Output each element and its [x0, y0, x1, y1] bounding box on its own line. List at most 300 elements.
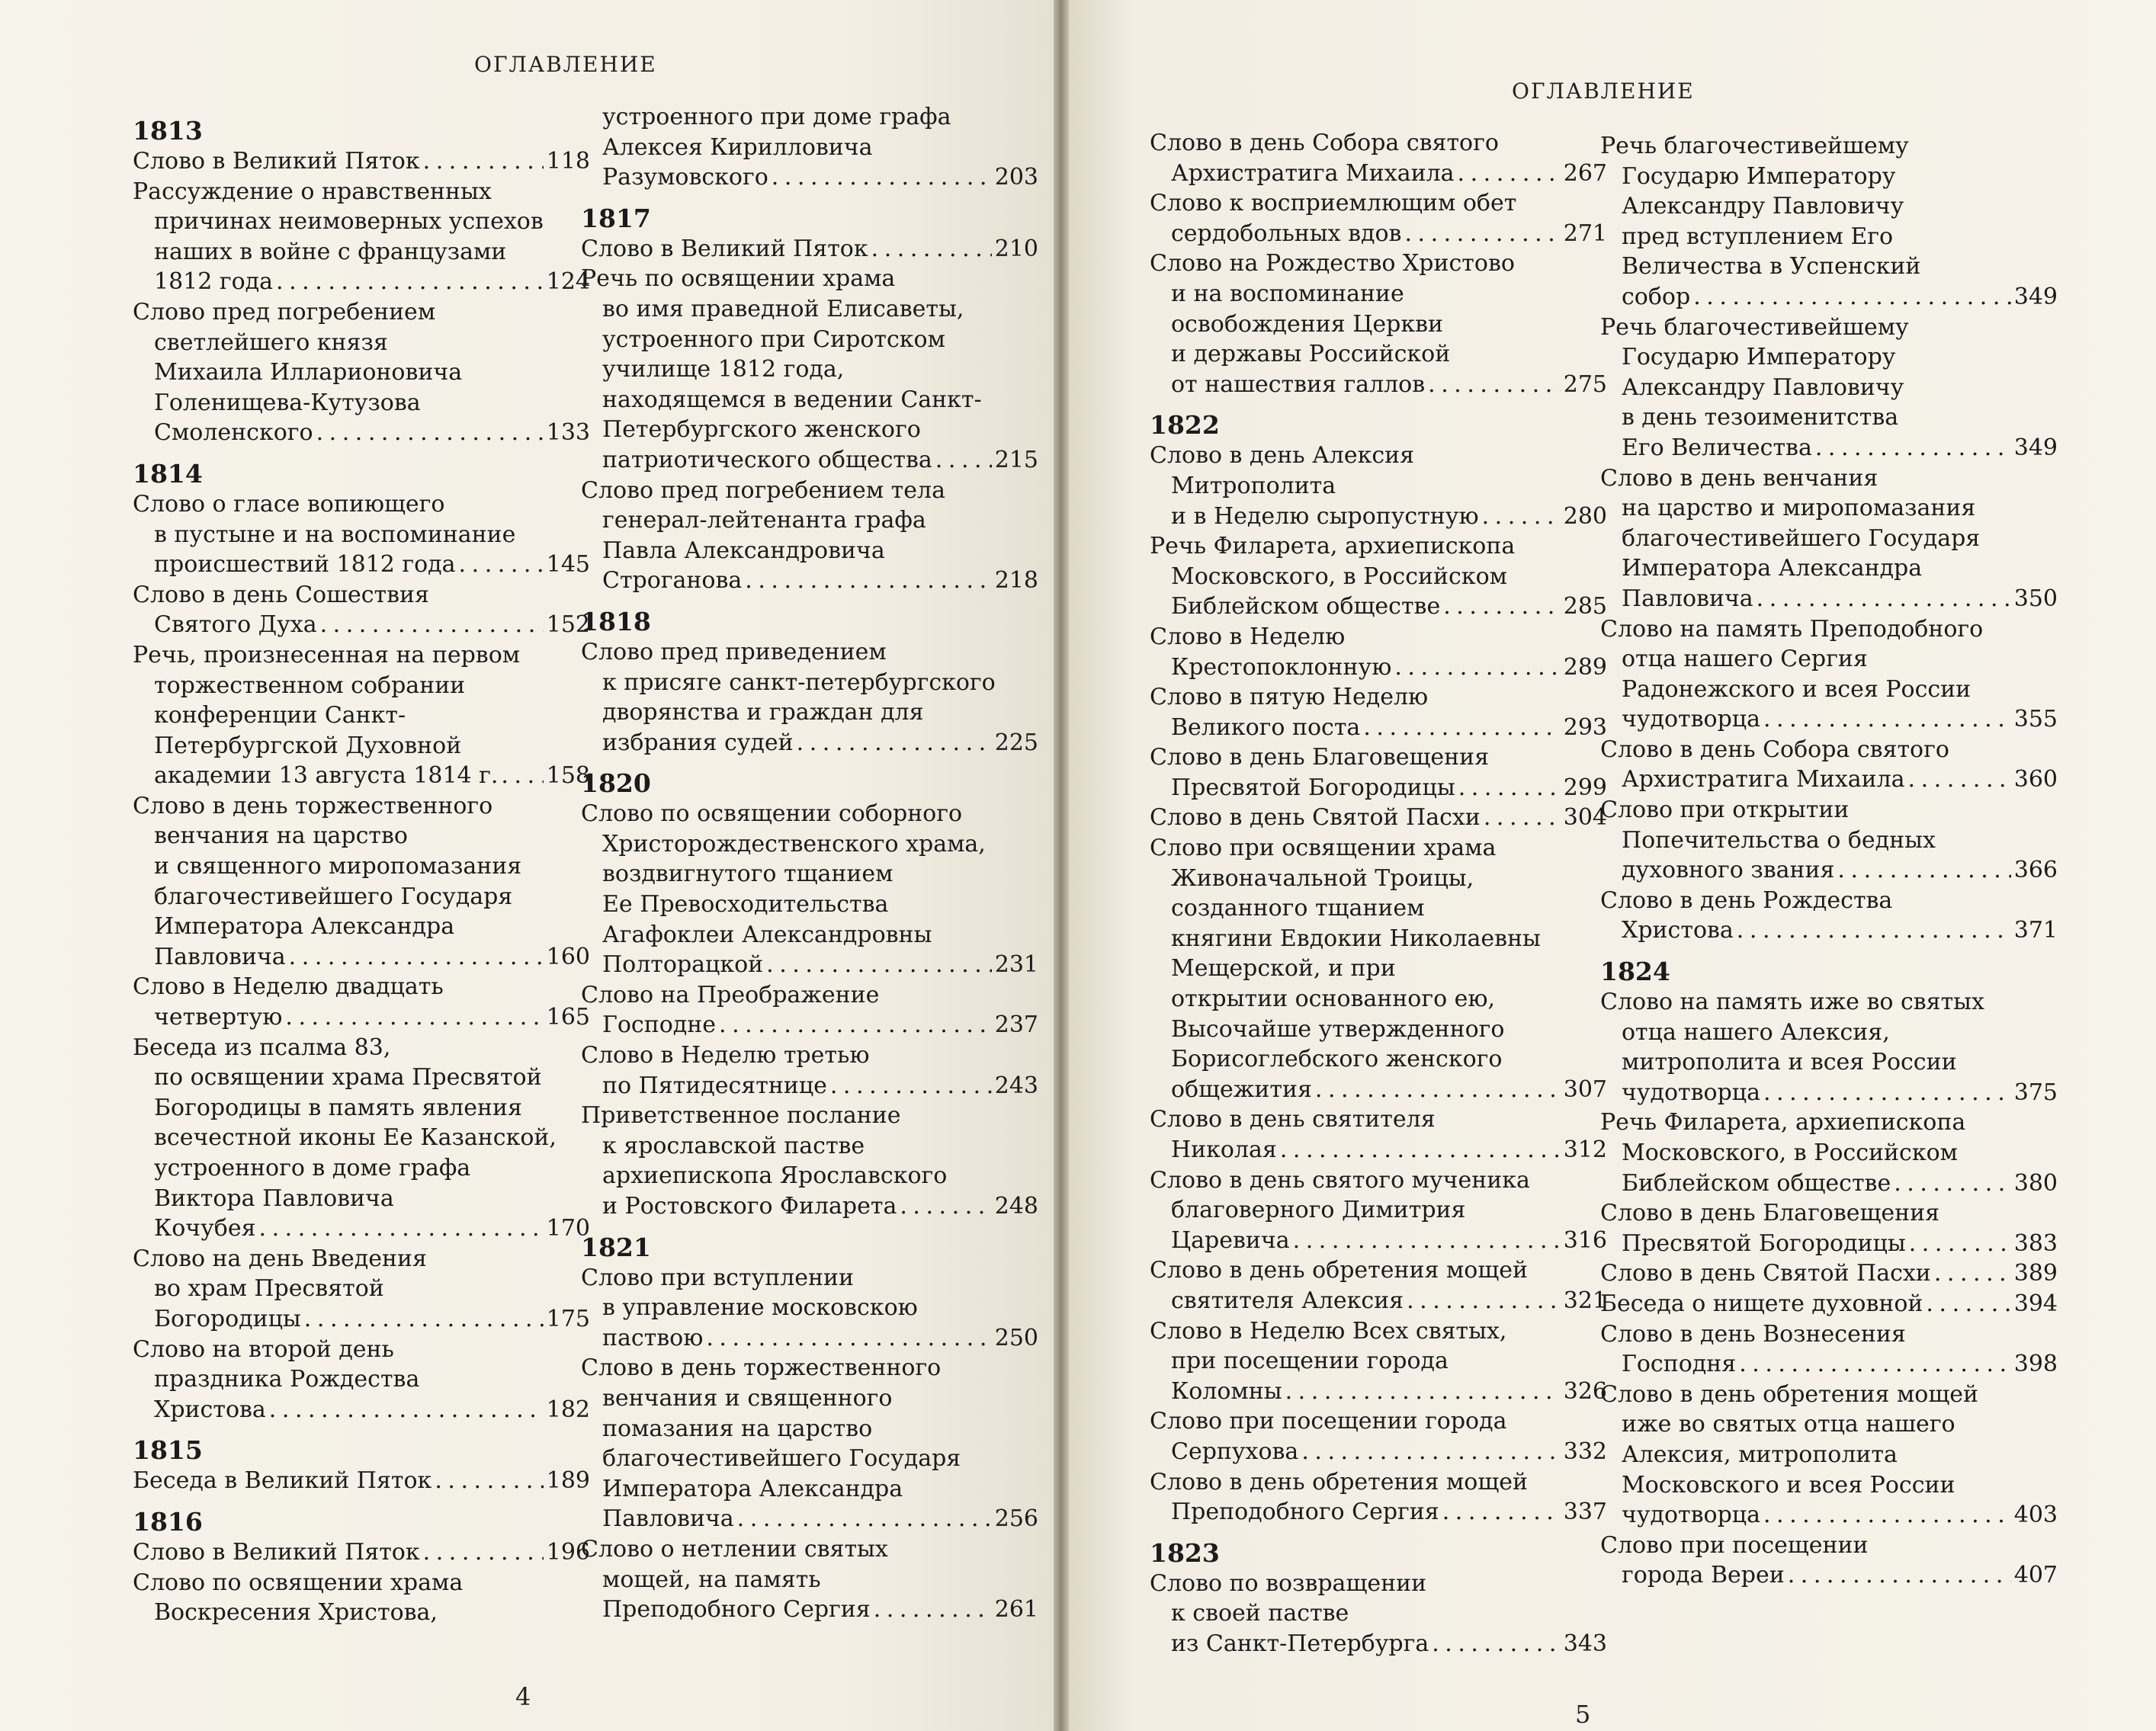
toc-entry-title: устроенного при Сиротском	[602, 325, 945, 353]
toc-entry-title: Павловича	[1622, 585, 1753, 612]
toc-entry[interactable]	[133, 580, 590, 640]
toc-entry-title: на царство и миропомазания	[1622, 495, 1976, 522]
toc-page-number[interactable]: 380	[2013, 1169, 2058, 1197]
toc-entry-title: Крестопоклонную	[1171, 653, 1392, 681]
toc-entry[interactable]	[1150, 742, 1607, 803]
toc-page-number[interactable]: 237	[994, 1011, 1038, 1039]
toc-page-number[interactable]: 158	[546, 762, 590, 790]
dot-leader	[1763, 1500, 2011, 1531]
toc-page-number[interactable]: 304	[1563, 804, 1607, 832]
toc-entry-title: устроенного в доме графа	[154, 1155, 471, 1181]
toc-entry-title: Речь благочестивейшему	[1600, 313, 1909, 341]
toc-column-2	[581, 102, 1038, 1625]
toc-entry-title: Петербургского женского	[602, 416, 921, 444]
toc-page-number[interactable]: 398	[2013, 1351, 2058, 1378]
toc-entry-title: Слово по освящении соборного	[581, 800, 963, 828]
toc-entry-title: конференции Санкт-	[154, 702, 406, 729]
toc-entry-title: происшествий 1812 года	[154, 551, 456, 579]
toc-entry-title: торжественном собрании	[154, 672, 466, 699]
toc-entry-title: дворянства и граждан для	[602, 699, 924, 726]
toc-entry[interactable]	[133, 1244, 590, 1335]
toc-entry-line	[1600, 1078, 2058, 1108]
dot-leader	[276, 267, 544, 297]
dot-leader	[935, 445, 992, 476]
toc-entry[interactable]	[1600, 1289, 2058, 1319]
toc-entry[interactable]	[1150, 1406, 1607, 1467]
toc-entry-line	[581, 728, 1038, 758]
toc-entry-title: Слово в Неделю третью	[581, 1042, 870, 1069]
toc-page-number[interactable]: 261	[994, 1596, 1038, 1624]
toc-entry-title: по Пятидесятнице	[602, 1072, 827, 1099]
toc-page-number[interactable]: 383	[2013, 1229, 2058, 1257]
dot-leader	[269, 1395, 544, 1425]
toc-entry-title: Великого поста	[1171, 713, 1361, 741]
dot-leader	[501, 761, 543, 791]
dot-leader	[1763, 1078, 2011, 1108]
toc-entry-line	[581, 1595, 1038, 1625]
toc-page-number[interactable]: 371	[2013, 917, 2058, 944]
toc-entry[interactable]	[133, 791, 590, 973]
toc-entry-line	[1600, 765, 2058, 795]
toc-entry[interactable]	[1150, 531, 1607, 622]
toc-entry[interactable]	[581, 264, 1038, 475]
toc-entry[interactable]	[1150, 1569, 1607, 1659]
page-number: 5	[1575, 1700, 1591, 1729]
toc-entry[interactable]	[581, 1534, 1038, 1625]
toc-page-number[interactable]: 337	[1563, 1499, 1607, 1526]
toc-page-number[interactable]: 285	[1563, 593, 1607, 620]
toc-entry-line	[1150, 219, 1607, 249]
toc-entry-title: наших в войне с французами	[154, 238, 507, 265]
dot-leader	[830, 1071, 992, 1101]
toc-entry[interactable]	[1600, 735, 2058, 795]
toc-page-number[interactable]: 170	[546, 1215, 590, 1242]
toc-entry-line	[1150, 803, 1607, 833]
toc-entry-title: училище 1812 года,	[602, 356, 845, 383]
toc-entry-line	[133, 610, 590, 640]
toc-entry[interactable]	[1150, 833, 1607, 1104]
toc-entry-title: Слово в день торжественного	[133, 792, 493, 819]
toc-page-number[interactable]: 182	[546, 1396, 590, 1423]
toc-page-number[interactable]: 293	[1563, 713, 1607, 741]
toc-entry-title: Воскресения Христова,	[154, 1599, 438, 1627]
toc-entry-title: к своей пастве	[1171, 1600, 1349, 1627]
dot-leader	[1757, 584, 2011, 614]
toc-entry-title: Библейском обществе	[1171, 593, 1441, 620]
toc-entry-line	[1150, 773, 1607, 803]
dot-leader	[1442, 1497, 1561, 1527]
toc-entry-line	[133, 761, 590, 791]
toc-entry[interactable]	[1150, 128, 1607, 188]
dot-leader	[1934, 1258, 2011, 1289]
dot-leader	[259, 1213, 544, 1244]
dot-leader	[1280, 1135, 1561, 1165]
dot-leader	[772, 162, 992, 193]
toc-entry-title: Высочайше утвержденного	[1171, 1015, 1505, 1043]
toc-entry-title: Слово о нетлении святых	[581, 1535, 888, 1563]
toc-page-number[interactable]: 299	[1563, 774, 1607, 801]
dot-leader	[1894, 1168, 2011, 1199]
toc-year-heading: 1822	[1150, 410, 1220, 441]
toc-entry-title: Богородицы в память явления	[154, 1094, 522, 1121]
toc-page-number[interactable]: 225	[994, 729, 1038, 756]
toc-entry-line	[1150, 652, 1607, 683]
toc-entry-title: Слово в день Рождества	[1600, 886, 1893, 914]
toc-entry-title: Слово в Неделю Всех святых,	[1150, 1317, 1507, 1345]
toc-entry-title: Слово на Преображение	[581, 981, 880, 1008]
toc-entry[interactable]	[581, 1263, 1038, 1354]
toc-entry-line	[1600, 282, 2058, 313]
toc-entry[interactable]	[581, 1353, 1038, 1534]
toc-entry-title: 1812 года	[154, 268, 274, 296]
toc-entry-title: Беседа в Великий Пяток	[133, 1467, 432, 1495]
toc-entry-title: Слово о гласе вопиющего	[133, 490, 445, 518]
dot-leader	[1693, 282, 2011, 313]
toc-entry-title: Слово пред приведением	[581, 638, 887, 665]
toc-entry-title: Слово в день торжественного	[581, 1354, 942, 1382]
toc-entry-title: Христова	[1622, 917, 1734, 944]
toc-entry[interactable]	[1600, 1531, 2058, 1591]
dot-leader	[871, 234, 992, 264]
toc-entry-title: Императора Александра	[154, 913, 455, 941]
toc-page-number[interactable]: 118	[546, 148, 590, 175]
toc-entry-title: освобождения Церкви	[1171, 310, 1443, 338]
toc-page-number[interactable]: 175	[546, 1305, 590, 1332]
dot-leader	[1363, 713, 1560, 743]
toc-page-number[interactable]: 133	[546, 419, 590, 447]
toc-page-number[interactable]: 343	[1563, 1630, 1607, 1657]
toc-entry[interactable]	[133, 1466, 590, 1496]
dot-leader	[1293, 1226, 1561, 1256]
toc-page-number[interactable]: 389	[2013, 1260, 2058, 1287]
toc-page-number[interactable]: 215	[994, 446, 1038, 473]
toc-entry-title: Слово в Неделю	[1150, 623, 1346, 650]
toc-entry-title: иже во святых отца нашего	[1622, 1411, 1955, 1438]
toc-entry[interactable]	[1150, 1255, 1607, 1316]
toc-entry-title: Императора Александра	[602, 1475, 903, 1502]
toc-entry-title: Слово в день Благовещения	[1150, 744, 1490, 771]
dot-leader	[289, 942, 544, 973]
dot-leader	[1739, 1349, 2011, 1380]
toc-entry-title: Слово к восприемлющим обет	[1150, 190, 1517, 217]
dot-leader	[1763, 704, 2011, 735]
toc-entry-line	[581, 950, 1038, 980]
toc-entry-line	[1150, 1437, 1607, 1467]
toc-entry-title: сердобольных вдов	[1171, 220, 1402, 247]
toc-entry-title: собор	[1622, 283, 1691, 310]
toc-entry-title: по освящении храма Пресвятой	[154, 1064, 542, 1091]
toc-page-number[interactable]: 332	[1563, 1438, 1607, 1465]
toc-entry-title: патриотического общества	[602, 446, 932, 473]
toc-entry[interactable]	[133, 1537, 590, 1568]
toc-entry[interactable]	[133, 1335, 590, 1425]
toc-page-number[interactable]: 360	[2013, 766, 2058, 793]
toc-page-number[interactable]: 312	[1563, 1136, 1607, 1163]
toc-entry-line	[1150, 1377, 1607, 1407]
toc-entry-line	[1600, 1168, 2058, 1199]
toc-entry[interactable]	[1600, 886, 2058, 946]
toc-entry-line	[581, 1071, 1038, 1101]
toc-entry-line	[1600, 1258, 2058, 1289]
toc-entry-line	[581, 1010, 1038, 1040]
toc-page-number[interactable]: 196	[546, 1538, 590, 1566]
toc-page-number[interactable]: 271	[1563, 220, 1607, 247]
toc-entry[interactable]	[581, 1040, 1038, 1101]
toc-entry-title: Слово в день Алексия	[1150, 442, 1415, 470]
toc-page-number[interactable]: 349	[2013, 283, 2058, 310]
toc-entry-title: Радонежского и всея России	[1622, 675, 1972, 703]
toc-page-number[interactable]: 355	[2013, 706, 2058, 733]
toc-entry-title: Слово на день Введения	[133, 1245, 427, 1272]
toc-entry-title: Рассуждение о нравственных	[133, 178, 492, 205]
toc-entry-line	[133, 942, 590, 973]
toc-entry-title: Библейском обществе	[1622, 1169, 1891, 1197]
toc-entry-title: архиепископа Ярославского	[602, 1162, 948, 1190]
toc-page-number[interactable]: 203	[994, 164, 1038, 191]
toc-entry-title: Слово в день святителя	[1150, 1106, 1436, 1133]
toc-page-number[interactable]: 280	[1563, 502, 1607, 530]
toc-entry-title: из Санкт-Петербурга	[1171, 1630, 1429, 1657]
toc-entry-line	[133, 1213, 590, 1244]
toc-entry[interactable]	[1600, 795, 2058, 886]
toc-entry-line	[581, 1504, 1038, 1534]
toc-entry-title: Московского, в Российском	[1622, 1140, 1958, 1166]
toc-entry-title: и державы Российской	[1171, 341, 1451, 368]
toc-entry[interactable]	[1600, 1258, 2058, 1289]
toc-page-number[interactable]: 326	[1563, 1377, 1607, 1405]
toc-page-number[interactable]: 210	[994, 235, 1038, 262]
toc-page-number[interactable]: 403	[2013, 1502, 2058, 1529]
dot-leader	[1908, 765, 2011, 795]
toc-entry[interactable]	[1600, 313, 2058, 463]
dot-leader	[900, 1191, 991, 1222]
dot-leader	[1737, 915, 2011, 946]
toc-year-heading: 1817	[581, 203, 651, 233]
toc-entry-line	[1150, 1075, 1607, 1105]
running-head: ОГЛАВЛЕНИЕ	[474, 52, 657, 77]
toc-entry-title: Архистратига Михаила	[1171, 159, 1455, 187]
toc-entry[interactable]	[133, 297, 590, 448]
toc-entry-title: Речь по освящении храма	[581, 265, 896, 293]
toc-entry[interactable]	[1150, 248, 1607, 399]
dot-leader	[1484, 803, 1561, 833]
toc-entry[interactable]	[581, 234, 1038, 264]
toc-entry-title: отца нашего Алексия,	[1622, 1018, 1890, 1046]
toc-entry[interactable]	[133, 972, 590, 1032]
toc-page-number[interactable]: 145	[546, 551, 590, 579]
toc-entry[interactable]	[1150, 1467, 1607, 1527]
toc-entry-title: Строганова	[602, 567, 743, 595]
toc-page-number[interactable]: 256	[994, 1505, 1038, 1533]
toc-page-number[interactable]: 289	[1563, 653, 1607, 681]
toc-entry[interactable]	[1600, 1319, 2058, 1380]
toc-entry-title: Павловича	[602, 1505, 734, 1533]
toc-entry-line	[581, 566, 1038, 596]
toc-entry-line	[581, 1323, 1038, 1354]
toc-page-number[interactable]: 165	[546, 1004, 590, 1031]
toc-entry[interactable]	[1150, 622, 1607, 682]
toc-page-number[interactable]: 152	[546, 611, 590, 639]
toc-entry[interactable]	[1150, 1104, 1607, 1165]
toc-entry-title: Христова	[154, 1396, 266, 1423]
toc-page-number[interactable]: 349	[2013, 434, 2058, 461]
toc-entry-line	[1150, 370, 1607, 400]
toc-entry-line	[1150, 1135, 1607, 1165]
dot-leader	[1315, 1075, 1561, 1105]
book-gutter	[1054, 0, 1069, 1731]
toc-entry-title: Слово на второй день	[133, 1335, 394, 1363]
dot-leader	[745, 566, 991, 596]
toc-entry[interactable]	[581, 637, 1038, 758]
toc-page-number[interactable]: 375	[2013, 1079, 2058, 1106]
toc-entry[interactable]	[1600, 131, 2058, 313]
toc-page-number[interactable]: 243	[994, 1072, 1038, 1099]
toc-entry[interactable]	[1150, 682, 1607, 742]
toc-entry-title: Государю Императору	[1622, 344, 1896, 371]
toc-page-number[interactable]: 218	[994, 567, 1038, 595]
toc-entry-title: Слово на Рождество Христово	[1150, 250, 1515, 277]
toc-entry[interactable]	[1150, 1165, 1607, 1256]
toc-entry-title: от нашествия галлов	[1171, 370, 1426, 398]
toc-entry-title: Пресвятой Богородицы	[1171, 774, 1455, 801]
toc-page-number[interactable]: 407	[2013, 1562, 2058, 1589]
toc-entry-title: Слово в день Святой Пасхи	[1600, 1260, 1931, 1287]
toc-entry[interactable]	[133, 177, 590, 297]
toc-entry[interactable]	[581, 799, 1038, 980]
toc-entry-line	[1600, 1560, 2058, 1591]
toc-entry[interactable]	[581, 1101, 1038, 1221]
toc-entry-line	[1600, 915, 2058, 946]
toc-year-heading: 1823	[1150, 1537, 1220, 1568]
toc-entry-title: Пресвятой Богородицы	[1622, 1229, 1906, 1257]
toc-entry-title: Слово в день Сошествия	[133, 581, 429, 608]
toc-page-number[interactable]: 316	[1563, 1226, 1607, 1254]
toc-entry[interactable]	[133, 1033, 590, 1244]
toc-page-number[interactable]: 350	[2013, 585, 2058, 612]
toc-entry[interactable]	[1150, 803, 1607, 833]
toc-entry[interactable]	[1600, 1380, 2058, 1531]
toc-entry-title: и Ростовского Филарета	[602, 1193, 897, 1220]
toc-entry-title: Слово в Великий Пяток	[133, 148, 420, 175]
toc-entry-line	[1150, 1226, 1607, 1256]
toc-entry-line	[133, 1395, 590, 1425]
toc-entry-title: мощей, на память	[602, 1566, 821, 1593]
toc-entry[interactable]	[133, 1568, 590, 1628]
toc-year-heading: 1813	[133, 116, 203, 146]
toc-entry-title: Речь Филарета, архиепископа	[1600, 1109, 1966, 1136]
toc-page-number[interactable]: 124	[546, 268, 590, 296]
toc-entry-title: чудотворца	[1622, 1502, 1760, 1529]
toc-entry-line	[581, 1191, 1038, 1222]
toc-entry[interactable]	[581, 980, 1038, 1040]
toc-entry-title: Разумовского	[602, 164, 768, 191]
toc-entry[interactable]	[1600, 987, 2058, 1108]
toc-entry-title: Попечительства о бедных	[1622, 826, 1936, 854]
toc-entry[interactable]	[581, 102, 1038, 193]
toc-page-number[interactable]: 160	[546, 943, 590, 970]
toc-entry[interactable]	[133, 640, 590, 791]
toc-entry-title: Слово в Великий Пяток	[581, 235, 868, 262]
toc-entry-title: Слово в день Благовещения	[1600, 1200, 1940, 1227]
toc-entry-line	[1600, 855, 2058, 886]
toc-entry-title: устроенного при доме графа	[602, 104, 951, 130]
toc-entry-title: к присяге санкт-петербургского	[602, 668, 996, 696]
toc-page-number[interactable]: 394	[2013, 1290, 2058, 1317]
toc-entry[interactable]	[1150, 188, 1607, 248]
toc-entry-line	[581, 162, 1038, 193]
toc-page-number[interactable]: 250	[994, 1324, 1038, 1351]
toc-page-number[interactable]: 275	[1563, 370, 1607, 398]
toc-entry-title: Смоленского	[154, 419, 313, 447]
toc-entry-line	[133, 1466, 590, 1496]
toc-entry-line	[133, 550, 590, 580]
toc-page-number[interactable]: 366	[2013, 857, 2058, 884]
toc-column-2	[1600, 131, 2058, 1591]
toc-entry-title: Господня	[1622, 1351, 1737, 1378]
toc-entry[interactable]	[581, 476, 1038, 596]
toc-entry-title: созданного тщанием	[1171, 895, 1425, 922]
toc-entry-title: Христорождественского храма,	[602, 830, 986, 857]
toc-entry-title: Речь благочестивейшему	[1600, 133, 1909, 159]
toc-entry-title: избрания судей	[602, 729, 794, 756]
toc-entry-title: к ярославской пастве	[602, 1132, 865, 1159]
dot-leader	[719, 1010, 992, 1040]
toc-entry-title: благочестивейшего Государя	[154, 883, 513, 910]
dot-leader	[1926, 1289, 2010, 1319]
toc-entry-title: Слово в день святого мученика	[1150, 1166, 1530, 1194]
toc-entry-title: Преподобного Сергия	[1171, 1499, 1439, 1526]
toc-entry[interactable]	[133, 146, 590, 177]
toc-entry-title: паствою	[602, 1324, 704, 1351]
toc-entry-line	[1600, 433, 2058, 463]
toc-entry-title: и в Неделю сыропустную	[1171, 502, 1479, 530]
toc-entry-title: Полторацкой	[602, 951, 764, 979]
toc-entry[interactable]	[1600, 614, 2058, 735]
toc-page-number[interactable]: 267	[1563, 159, 1607, 187]
toc-entry-title: митрополита и всея России	[1622, 1049, 1957, 1076]
toc-entry-title: Архистратига Михаила	[1622, 766, 1905, 793]
toc-entry-title: академии 13 августа 1814 г.	[154, 762, 499, 790]
toc-page-number[interactable]: 231	[994, 951, 1038, 979]
toc-entry[interactable]	[1600, 463, 2058, 614]
toc-entry-line	[1600, 1500, 2058, 1531]
toc-entry[interactable]	[1600, 1198, 2058, 1258]
toc-page-number[interactable]: 307	[1563, 1075, 1607, 1103]
toc-entry-title: венчания на царство	[154, 822, 408, 850]
toc-entry-title: при посещении города	[1171, 1348, 1449, 1375]
toc-entry[interactable]	[1600, 1108, 2058, 1198]
toc-entry-title: Слово по возвращении	[1150, 1569, 1427, 1597]
toc-entry-line	[1150, 591, 1607, 622]
toc-entry-title: Слово при вступлении	[581, 1264, 855, 1291]
toc-entry[interactable]	[133, 489, 590, 580]
toc-entry-title: Слово в день обретения мощей	[1150, 1468, 1528, 1495]
toc-entry-line	[133, 1002, 590, 1033]
dot-leader	[874, 1595, 992, 1625]
toc-page-number[interactable]: 321	[1563, 1287, 1607, 1314]
toc-entry-line	[1150, 1286, 1607, 1316]
dot-leader	[797, 728, 992, 758]
toc-page-number[interactable]: 248	[994, 1193, 1038, 1220]
toc-entry[interactable]	[1150, 441, 1607, 531]
toc-entry-title: чудотворца	[1622, 706, 1760, 733]
toc-entry-title: Царевича	[1171, 1226, 1290, 1254]
toc-page-number[interactable]: 189	[546, 1467, 590, 1495]
dot-leader	[423, 146, 544, 177]
toc-entry-line	[133, 1304, 590, 1335]
toc-entry-title: Слово в день Святой Пасхи	[1150, 804, 1481, 832]
toc-entry[interactable]	[1150, 1316, 1607, 1407]
